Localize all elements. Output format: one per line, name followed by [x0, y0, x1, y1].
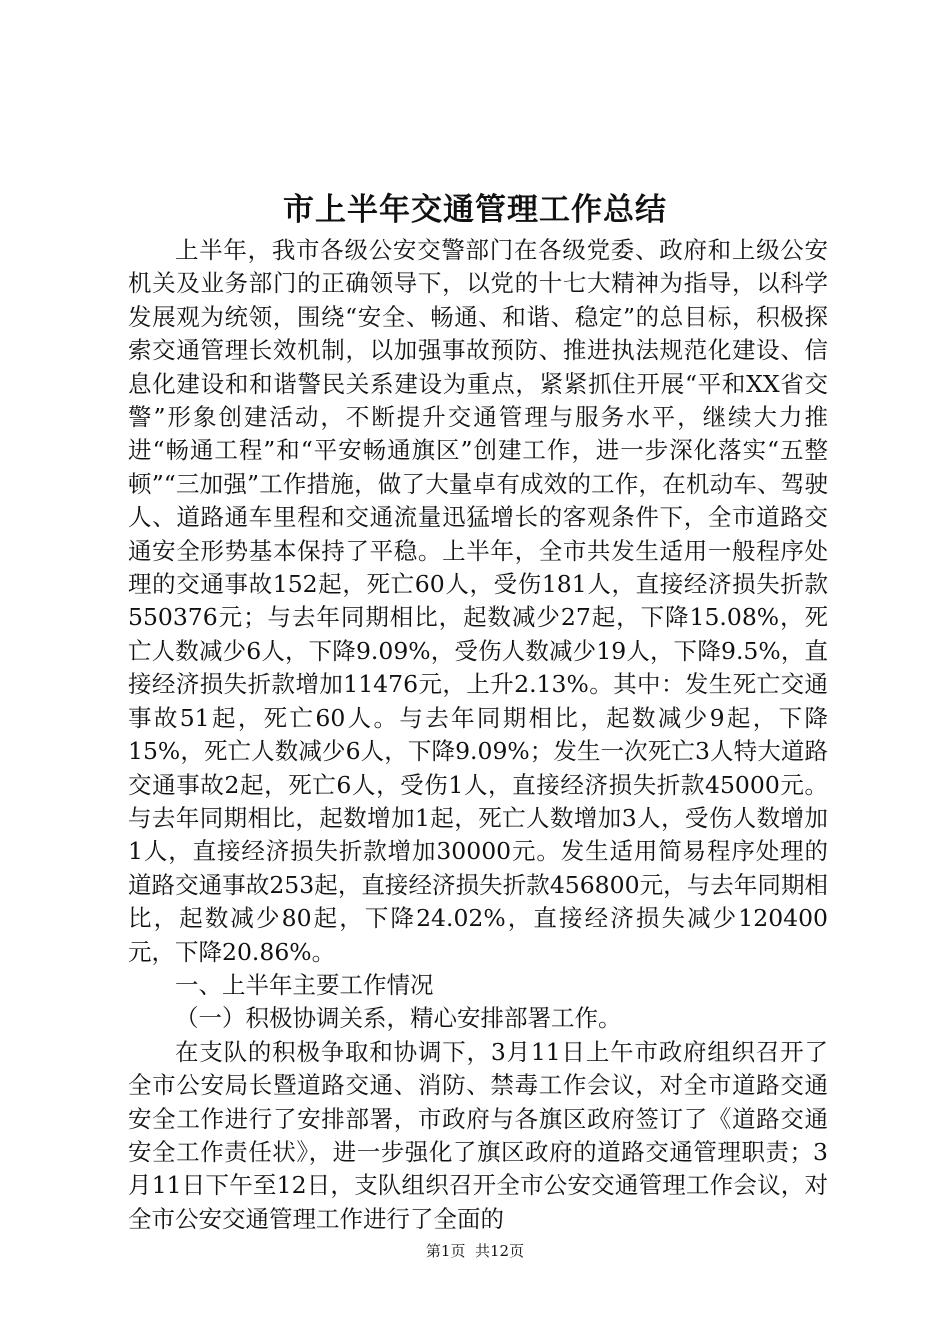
paragraph-summary: 上半年，我市各级公安交警部门在各级党委、政府和上级公安机关及业务部门的正确领导下，以党的十七大精神为指导，以科学发展观为统领，围绕“安全、畅通、和谐、稳定”的总目标，积极探索交通管理长效机制，以加强事故预防、推进执法规范化建设、信息化建设和和谐警民关系建设为重点，紧紧抓住开展“平和XX省交警”形象创建活动，不断提升交通管理与服务水平，继续大力推进“畅通工程”和“平安畅通旗区”创建工作，进一步深化落实“五整顿”“三加强”工作措施，做了大量卓有成效的工作，在机动车、驾驶人、道路通车里程和交通流量迅猛增长的客观条件下，全市道路交通安全形势基本保持了平稳。上半年，全市共发生适用一般程序处理的交通事故152起，死亡60人，受伤181人，直接经济损失折款550376元；与去年同期相比，起数减少27起，下降15.08%，死亡人数减少6人，下降9.09%，受伤人数减少19人，下降9.5%，直接经济损失折款增加11476元，上升2.13%。其中：发生死亡交通事故51起，死亡60人。与去年同期相比，起数减少9起，下降15%，死亡人数减少6人，下降9.09%；发生一次死亡3人特大道路交通事故2起，死亡6人，受伤1人，直接经济损失折款45000元。与去年同期相比，起数增加1起，死亡人数增加3人，受伤人数增加1人，直接经济损失折款增加30000元。发生适用简易程序处理的道路交通事故253起，直接经济损失折款456800元，与去年同期相比，起数减少80起，下降24.02%，直接经济损失减少120400元，下降20.86%。: [128, 236, 828, 966]
page-number: 第1页: [425, 1242, 466, 1260]
document-title: 市上半年交通管理工作总结: [283, 192, 667, 228]
section-heading: 一、上半年主要工作情况: [175, 970, 434, 999]
subsection-heading: （一）积极协调关系，精心安排部署工作。: [175, 1004, 622, 1033]
paragraph-coordination: 在支队的积极争取和协调下，3月11日上午市政府组织召开了全市公安局长暨道路交通、消防、禁毒工作会议，对全市道路交通安全工作进行了安排部署，市政府与各旗区政府签订了《道路交通安全工作责任状》，进一步强化了旗区政府的道路交通管理职责；3月11日下午至12日，支队组织召开全市公安交通管理工作会议，对全市公安交通管理工作进行了全面的: [128, 1037, 828, 1233]
page-footer: [0, 1240, 950, 1262]
document-body: [128, 234, 828, 1236]
page-total: 共12页: [475, 1242, 525, 1260]
